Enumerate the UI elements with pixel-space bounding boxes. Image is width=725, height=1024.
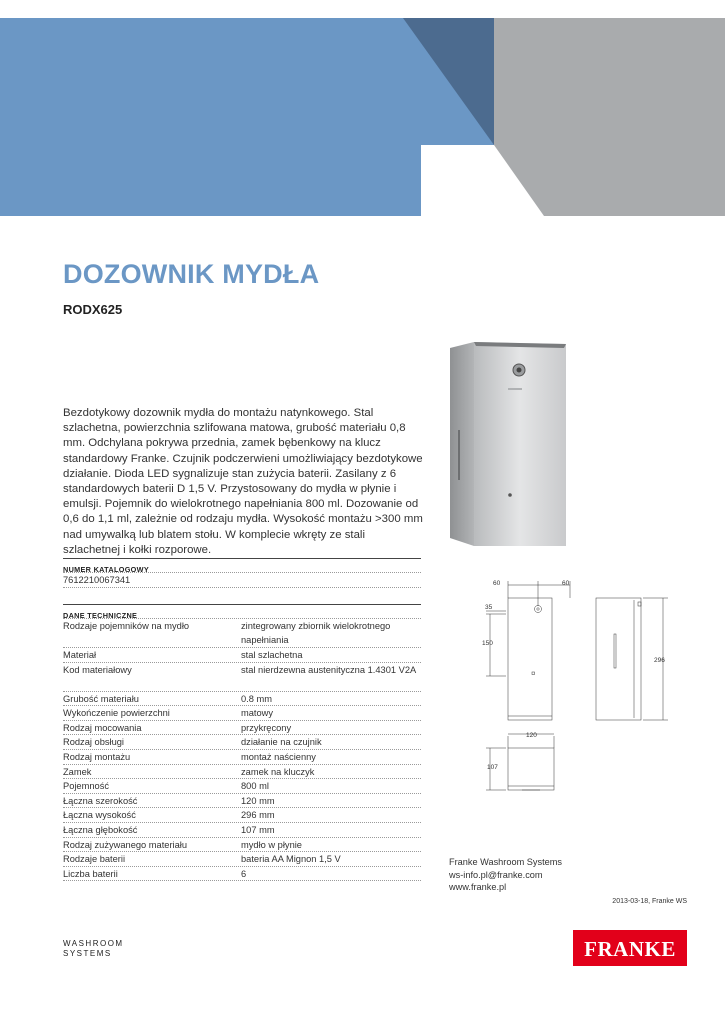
row-value: stal szlachetna xyxy=(241,650,303,660)
website-link: www.franke.pl xyxy=(449,882,507,892)
footer-label xyxy=(63,939,124,959)
table-row xyxy=(63,692,421,707)
dim-107: 107 xyxy=(487,764,498,771)
tech-data-table xyxy=(63,604,421,881)
dim-top-left: 60 xyxy=(493,580,501,587)
table-row xyxy=(63,765,421,780)
row-label: Kod materiałowy xyxy=(63,664,132,675)
row-value: montaż naścienny xyxy=(241,751,316,762)
table-row xyxy=(63,823,421,838)
row-value: zintegrowany zbiornik wielokrotnego napełniania xyxy=(241,621,391,646)
logo-text: FRANKE xyxy=(584,937,676,961)
contact-email: ws-info.pl@franke.com xyxy=(449,869,543,880)
catalog-section xyxy=(63,558,421,588)
table-row xyxy=(63,750,421,765)
row-value: zamek na kluczyk xyxy=(241,766,315,777)
product-description: Bezdotykowy dozownik mydła do montażu natynkowego. Stal szlachetna, powierzchnia szlifowana matowa, grubość materiału 0,8 mm. Odchylana pokrywa przednia, zamek bębenkowy na klucz standardowy Franke. Czujnik podczerwieni umożliwiający bezdotykowe działanie. Dioda LED sygnalizuje stan zużycia baterii. Zasilany z 6 standardowych baterii D 1,5 V. Przystosowany do mydła w płynie i emulsji. Pojemnik do wielokrotnego napełniania 800 ml. Dozowanie od 0,6 do 1,1 ml, zależnie od rodzaju mydła. Wysokość montażu >300 mm nad umywalką lub blatem stołu. W komplecie wkręty ze stali szlachetnej i kołki rozporowe. xyxy=(63,407,423,556)
row-label: Zamek xyxy=(63,766,92,777)
catalog-heading: NUMER KATALOGOWY xyxy=(63,558,421,573)
dim-296: 296 xyxy=(654,657,665,664)
row-label: Grubość materiału xyxy=(63,693,139,704)
dim-top-right: 60 xyxy=(562,580,570,587)
row-value: matowy xyxy=(241,708,274,719)
dim-150: 150 xyxy=(482,640,493,647)
row-label: Łączna szerokość xyxy=(63,795,138,806)
row-value: 800 ml xyxy=(241,781,269,792)
row-label: Łączna wysokość xyxy=(63,810,136,821)
table-row xyxy=(63,852,421,867)
table-row xyxy=(63,735,421,750)
row-label: Liczba baterii xyxy=(63,868,118,879)
footer-line-1: WASHROOM xyxy=(63,939,124,948)
dim-35: 35 xyxy=(485,604,493,611)
table-row xyxy=(63,648,421,663)
row-value: przykręcony xyxy=(241,722,292,733)
franke-logo xyxy=(573,930,687,966)
row-label: Łączna głębokość xyxy=(63,824,138,835)
row-label: Rodzaj zużywanego materiału xyxy=(63,839,188,850)
product-photo xyxy=(448,340,568,550)
row-value: działanie na czujnik xyxy=(241,737,322,748)
row-label: Rodzaje pojemników na mydło xyxy=(63,621,190,631)
table-row xyxy=(63,619,421,648)
model-number: RODX625 xyxy=(63,302,123,317)
row-label: Rodzaj obsługi xyxy=(63,737,124,748)
header-banner xyxy=(0,18,725,216)
row-label: Pojemność xyxy=(63,781,109,792)
row-value: 6 xyxy=(241,868,247,879)
row-value: bateria AA Mignon 1,5 V xyxy=(241,854,341,865)
row-label: Rodzaj montażu xyxy=(63,751,131,762)
contact-block xyxy=(449,856,562,894)
table-row xyxy=(63,721,421,736)
row-value: 107 mm xyxy=(241,824,275,835)
row-value: stal nierdzewna austenityczna 1.4301 V2A xyxy=(241,664,417,675)
dim-120: 120 xyxy=(526,732,537,739)
tech-heading: DANE TECHNICZNE xyxy=(63,604,421,619)
row-label: Rodzaj mocowania xyxy=(63,722,142,733)
date-stamp: 2013-03-18, Franke WS xyxy=(612,898,687,905)
row-value: mydło w płynie xyxy=(241,839,302,850)
row-value: 0.8 mm xyxy=(241,693,272,704)
dimension-drawings xyxy=(478,576,678,806)
company-name: Franke Washroom Systems xyxy=(449,857,562,867)
row-value: 296 mm xyxy=(241,810,275,821)
catalog-number: 7612210067341 xyxy=(63,573,421,588)
table-row xyxy=(63,794,421,809)
table-row xyxy=(63,808,421,823)
row-label: Materiał xyxy=(63,650,97,660)
table-row xyxy=(63,663,421,692)
row-value: 120 mm xyxy=(241,795,275,806)
table-row xyxy=(63,867,421,882)
footer-line-2: SYSTEMS xyxy=(63,949,112,958)
table-row xyxy=(63,838,421,853)
row-label: Wykończenie powierzchni xyxy=(63,708,170,719)
row-label: Rodzaje baterii xyxy=(63,854,126,865)
table-row xyxy=(63,779,421,794)
table-row xyxy=(63,706,421,721)
page-title: DOZOWNIK MYDŁA xyxy=(63,259,320,289)
